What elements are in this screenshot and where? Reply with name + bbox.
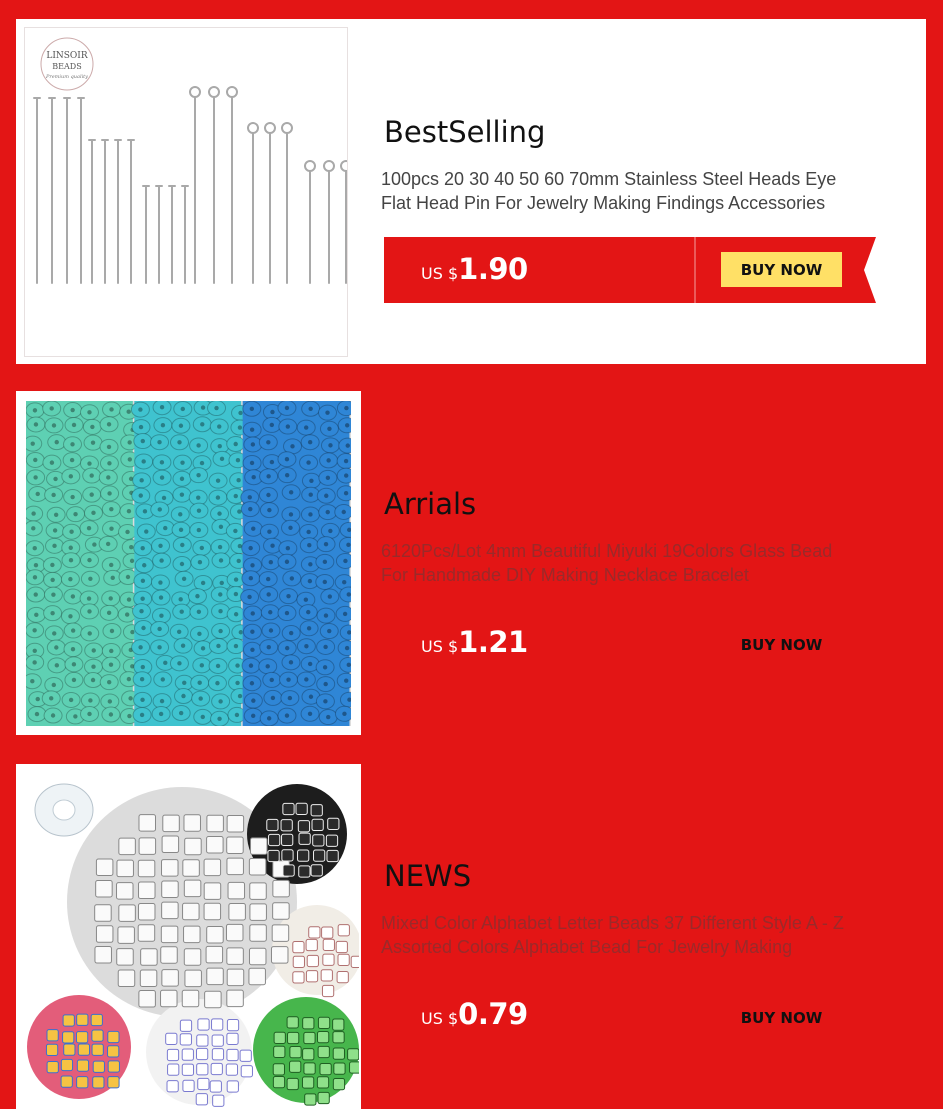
product-image-head-pins[interactable] [24, 27, 348, 357]
buy-now-button[interactable]: BUY NOW [721, 252, 842, 287]
product-description[interactable]: 6120Pcs/Lot 4mm Beautiful Miyuki 19Colors Glass Bead For Handmade DIY Making Necklace Bracelet [381, 541, 833, 585]
brand-logo-line3: Premium quality [45, 74, 89, 80]
buy-now-button[interactable]: BUY NOW [721, 1000, 842, 1035]
price-label [421, 625, 528, 659]
product-image-miyuki-beads[interactable] [26, 401, 351, 726]
price-amount: 1.90 [458, 252, 528, 286]
brand-logo-line1: LINSOIR [46, 51, 88, 61]
price-currency: US $ [421, 1009, 459, 1028]
section-heading-news: NEWS [384, 859, 472, 893]
price-amount: 0.79 [458, 997, 528, 1031]
price-currency: US $ [421, 264, 459, 283]
price-label [421, 997, 528, 1031]
product-description[interactable]: 100pcs 20 30 40 50 60 70mm Stainless Steel Heads Eye Flat Head Pin For Jewelry Making Findings Accessories [381, 169, 837, 213]
price-currency: US $ [421, 637, 459, 656]
price-amount: 1.21 [458, 625, 528, 659]
price-label [421, 252, 528, 286]
seed-beads-picture [26, 401, 351, 726]
product-description[interactable]: Mixed Color Alphabet Letter Beads 37 Different Style A - Z Assorted Colors Alphabet Bead For Jewelry Making [381, 913, 844, 957]
brand-logo-line2: BEADS [52, 62, 82, 71]
buy-now-button[interactable]: BUY NOW [721, 627, 842, 662]
head-pins-picture [25, 28, 347, 356]
section-heading-bestselling: BestSelling [384, 115, 546, 149]
product-image-alphabet-beads[interactable] [24, 772, 359, 1109]
alphabet-beads-picture [24, 772, 359, 1109]
section-heading-arrials: Arrials [384, 487, 477, 521]
